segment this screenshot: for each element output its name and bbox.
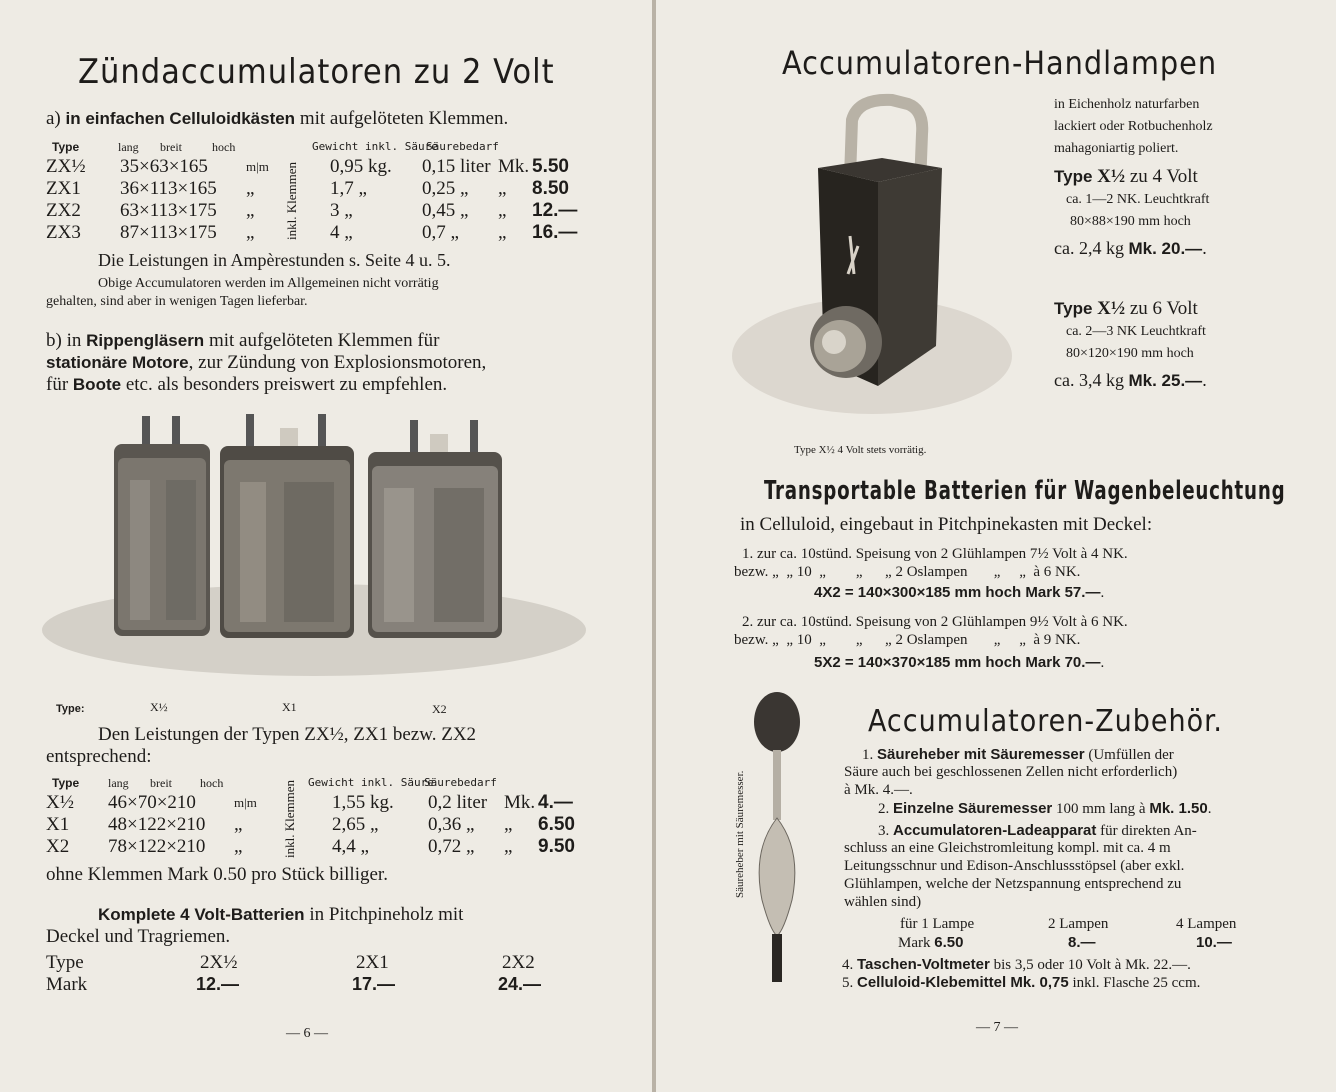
- accessory-4: 4. Taschen-Voltmeter bis 3,5 oder 10 Volt à Mk. 22.—.: [842, 956, 1191, 973]
- accessory-2: 2. Einzelne Säuremesser 100 mm lang à Mk. 1.50.: [878, 800, 1212, 817]
- accessory-3-line1: 3. Accumulatoren-Ladeapparat für direkten An-: [878, 822, 1197, 839]
- komplett-line-2: Deckel und Tragriemen.: [46, 926, 231, 947]
- lamp-count-4: 4 Lampen: [1176, 916, 1237, 932]
- accessory-3-line3: Leitungsschnur und Edison-Anschlussstöpsel (aber exkl.: [844, 858, 1185, 874]
- lamp-count-2: 2 Lampen: [1048, 916, 1109, 932]
- battery-cell-x1: [220, 414, 354, 638]
- lamp2-price: ca. 3,4 kg Mk. 25.—.: [1054, 370, 1207, 390]
- wagen-item2-size: 5X2 = 140×370×185 mm hoch Mark 70.—.: [814, 654, 1105, 671]
- lamp2-title: Type X½ zu 6 Volt: [1054, 298, 1198, 319]
- table2-header-lang: lang: [108, 776, 129, 790]
- table1-header-hoch: hoch: [212, 140, 236, 154]
- hand-lamp-illustration: [732, 86, 1032, 426]
- table2-header-weight: Gewicht inkl. Säure: [308, 776, 434, 789]
- battery-cells-illustration: [34, 410, 594, 700]
- lamp-lens-glare: [822, 330, 846, 354]
- table2-vertical-label: inkl. Klemmen: [282, 780, 297, 858]
- accessory-3-line2: schluss an eine Gleichstromleitung kompl. mit ca. 4 m: [844, 840, 1171, 856]
- wagen-intro: in Celluloid, eingebaut in Pitchpinekasten mit Deckel:: [740, 514, 1153, 535]
- table1-header-weight: Gewicht inkl. Säure: [312, 140, 438, 153]
- final-price-1: 12.—: [196, 974, 240, 994]
- lamp-price-4: 10.—: [1196, 934, 1232, 951]
- final-type-3: 2X2: [502, 952, 535, 973]
- final-type-2: 2X1: [356, 952, 389, 973]
- table-row: X½ 46×70×210 m|m 1,55 kg. 0,2 liter Mk. 4.—: [46, 792, 573, 813]
- table-row: ZX½ 35×63×165 m|m 0,95 kg. 0,15 liter Mk. 5.50: [46, 156, 569, 177]
- figure-label-type: Type:: [56, 703, 85, 715]
- accessory-1-line2: Säure auch bei geschlossenen Zellen nicht erforderlich): [844, 764, 1178, 780]
- lamp-price-2: 8.—: [1068, 934, 1096, 951]
- table-row: ZX1 36×113×165 „ 1,7 „ 0,25 „ „ 8.50: [46, 178, 569, 199]
- accessory-3-line4: Glühlampen, welche der Netzspannung entsprechend zu: [844, 876, 1182, 892]
- table-row: X2 78×122×210 „ 4,4 „ 0,72 „ „ 9.50: [46, 836, 575, 857]
- final-type-1: 2X½: [200, 952, 238, 973]
- accessory-5: 5. Celluloid-Klebemittel Mk. 0,75 inkl. Flasche 25 ccm.: [842, 974, 1201, 991]
- accessory-1-line1: 1. Säureheber mit Säuremesser (Umfüllen der: [862, 746, 1174, 763]
- siphon-caption: Säureheber mit Säuremesser.: [734, 770, 746, 898]
- section-a-line: a) in einfachen Celluloidkästen mit aufgelöteten Klemmen.: [46, 108, 509, 129]
- lamp1-leuchtkraft: ca. 1—2 NK. Leuchtkraft: [1066, 192, 1210, 207]
- lamp2-leuchtkraft: ca. 2—3 NK Leuchtkraft: [1066, 324, 1206, 339]
- table1-header-lang: lang: [118, 140, 139, 154]
- lamp1-dims: 80×88×190 mm hoch: [1070, 214, 1191, 229]
- section-title-zubehoer: Accumulatoren-Zubehör.: [868, 704, 1224, 739]
- final-price-3: 24.—: [498, 974, 542, 994]
- accessory-1-line3: à Mk. 4.—.: [844, 782, 913, 798]
- table-row: ZX2 63×113×175 „ 3 „ 0,45 „ „ 12.—: [46, 200, 578, 221]
- figure-label-xhalf: X½: [150, 700, 168, 714]
- accessory-3-line5: wählen sind): [844, 894, 922, 910]
- perf-line-2: entsprechend:: [46, 746, 152, 767]
- page-title-right: Accumulatoren-Handlampen: [782, 44, 1218, 82]
- table2-header-acid: Säurebedarf: [424, 776, 497, 789]
- ohne-klemmen-note: ohne Klemmen Mark 0.50 pro Stück billiger.: [46, 864, 388, 885]
- table1-vertical-label: inkl. Klemmen: [284, 162, 299, 240]
- siphon-glass: [759, 818, 795, 936]
- note-vorraetig-2: gehalten, sind aber in wenigen Tagen lieferbar.: [46, 294, 308, 309]
- table1-header-type: Type: [52, 140, 80, 154]
- table2: [46, 792, 575, 858]
- table1: [46, 156, 577, 244]
- section-b-line2: stationäre Motore, zur Zündung von Explosionsmotoren,: [46, 352, 487, 373]
- wagen-item2-line2: bezw. „ „ 10 „ „ „ 2 Oslampen „ „ à 9 NK.: [734, 632, 1081, 648]
- lamp1-title: Type X½ zu 4 Volt: [1054, 166, 1198, 187]
- note-vorraetig-1: Obige Accumulatoren werden im Allgemeinen nicht vorrätig: [98, 276, 439, 291]
- siphon-tip: [772, 934, 782, 982]
- final-price-2: 17.—: [352, 974, 396, 994]
- siphon-bulb: [754, 692, 800, 752]
- table2-header-hoch: hoch: [200, 776, 224, 790]
- page-number-left: — 6 —: [286, 1026, 328, 1041]
- table2-header-breit: breit: [150, 776, 172, 790]
- lamp2-dims: 80×120×190 mm hoch: [1066, 346, 1194, 361]
- lamp1-price: ca. 2,4 kg Mk. 20.—.: [1054, 238, 1207, 258]
- table-row: ZX3 87×113×175 „ 4 „ 0,7 „ „ 16.—: [46, 222, 578, 243]
- acid-siphon-illustration: [750, 690, 804, 990]
- battery-cell-xhalf: [114, 416, 210, 636]
- siphon-neck: [773, 750, 781, 820]
- wagen-item1-size: 4X2 = 140×300×185 mm hoch Mark 57.—.: [814, 584, 1105, 601]
- figure-label-x2: X2: [432, 702, 447, 716]
- wagen-item1-line2: bezw. „ „ 10 „ „ „ 2 Oslampen „ „ à 6 NK.: [734, 564, 1081, 580]
- wagen-item2-line1: 2. zur ca. 10stünd. Speisung von 2 Glühlampen 9½ Volt à 6 NK.: [742, 614, 1128, 630]
- section-title-wagenbeleuchtung: Transportable Batterien für Wagenbeleuchtung: [764, 476, 1286, 506]
- lamp-description: in Eichenholz naturfarben lackiert oder Rotbuchenholz mahagoniartig poliert.: [1054, 97, 1213, 156]
- battery-cell-x2: [368, 420, 502, 638]
- section-b-line1: b) in Rippengläsern mit aufgelöteten Klemmen für: [46, 330, 440, 351]
- perf-line-1: Den Leistungen der Typen ZX½, ZX1 bezw. ZX2: [98, 724, 477, 745]
- table1-header-acid: Säurebedarf: [426, 140, 499, 153]
- table-row: X1 48×122×210 „ 2,65 „ 0,36 „ „ 6.50: [46, 814, 575, 835]
- lamp-price-1: Mark 6.50: [898, 934, 964, 951]
- final-mark-label: Mark: [46, 974, 88, 995]
- lamp-count-1: für 1 Lampe: [900, 916, 975, 932]
- section-b-line3: für Boote etc. als besonders preiswert zu empfehlen.: [46, 374, 448, 395]
- final-type-label: Type: [46, 952, 84, 973]
- page-number-right: — 7 —: [976, 1020, 1018, 1035]
- page-title-left: Zündaccumulatoren zu 2 Volt: [78, 52, 555, 92]
- wagen-item1-line1: 1. zur ca. 10stünd. Speisung von 2 Glühlampen 7½ Volt à 4 NK.: [742, 546, 1128, 562]
- lamp-caption: Type X½ 4 Volt stets vorrätig.: [794, 444, 927, 456]
- table2-header-type: Type: [52, 776, 80, 790]
- figure-label-x1: X1: [282, 700, 297, 714]
- note-leistungen: Die Leistungen in Ampèrestunden s. Seite 4 u. 5.: [98, 250, 451, 270]
- komplett-line-1: Komplete 4 Volt-Batterien in Pitchpineholz mit: [98, 904, 464, 925]
- table1-header-breit: breit: [160, 140, 182, 154]
